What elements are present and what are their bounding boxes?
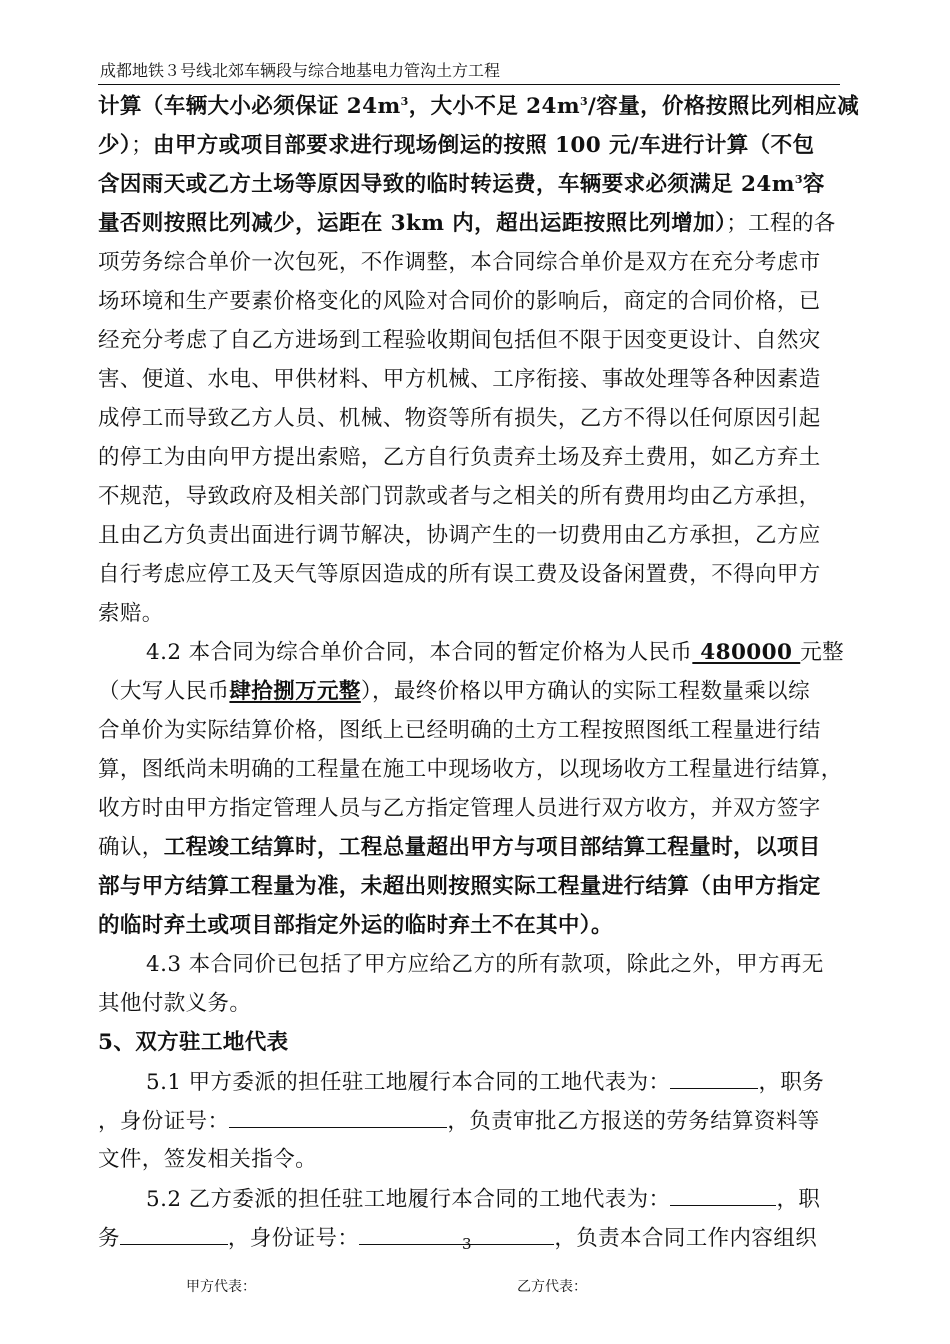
body-line: 自行考虑应停工及天气等原因造成的所有误工费及设备闲置费，不得向甲方: [98, 562, 821, 587]
text-run: 含因雨天或乙方土场等原因导致的临时转运费，车辆要求必须满足 24m: [98, 172, 795, 197]
party-b-rep-name-blank[interactable]: [670, 1184, 776, 1206]
text-run: 工程的各: [748, 211, 836, 236]
superscript: 3: [579, 94, 589, 108]
body-line: 成停工而导致乙方人员、机械、物资等所有损失，乙方不得以任何原因引起: [98, 406, 821, 431]
body-line: 且由乙方负责出面进行调节解决，协调产生的一切费用由乙方承担，乙方应: [98, 523, 821, 548]
body-line: 部与甲方结算工程量为准，未超出则按照实际工程量进行结算（由甲方指定: [98, 874, 821, 899]
text-run: 量否则按照比列减少，运距在 3km 内，超出运距按照比列增加）: [98, 211, 727, 236]
clause-5-2-line: [146, 1184, 843, 1214]
superscript: 3: [400, 94, 409, 108]
text-run: 容: [802, 172, 825, 197]
body-line: 文件，签发相关指令。: [98, 1147, 318, 1172]
text-run: 5.1 甲方委派的担任驻工地履行本合同的工地代表为：: [146, 1070, 671, 1095]
header-divider: [98, 84, 840, 85]
body-line: [98, 677, 843, 707]
contract-amount: 480000: [692, 640, 801, 665]
text-run: （大写人民币: [98, 679, 230, 704]
text-run: ，身份证号：: [98, 1109, 230, 1134]
body-line: 合单价为实际结算价格，图纸上已经明确的土方工程按照图纸工程量进行结: [98, 718, 821, 743]
text-run: 元整: [800, 640, 845, 665]
clause-4-2-line: [146, 638, 843, 668]
text-run: ，负责本合同工作内容组织: [554, 1226, 818, 1251]
text-run: 务: [98, 1226, 120, 1251]
body-line: 害、便道、水电、甲供材料、甲方机械、工序衔接、事故处理等各种因素造: [98, 367, 821, 392]
body-line: [98, 92, 860, 122]
body-line: [98, 833, 843, 863]
body-line: 其他付款义务。: [98, 991, 252, 1016]
page-number: 3: [462, 1235, 472, 1253]
body-line: 收方时由甲方指定管理人员与乙方指定管理人员进行双方收方，并双方签字: [98, 796, 821, 821]
body-line: 索赔。: [98, 601, 164, 626]
text-run: ；: [131, 133, 153, 158]
text-run: ），最终价格以甲方确认的实际工程数量乘以综: [360, 679, 810, 704]
text-run: 少）: [98, 133, 132, 158]
body-line: 的停工为由向甲方提出索赔，乙方自行负责弃土场及弃土费用，如乙方弃土: [98, 445, 821, 470]
body-line: 算，图纸尚未明确的工程量在施工中现场收方，以现场收方工程量进行结算，: [98, 757, 843, 782]
body-line: 项劳务综合单价一次包死，不作调整，本合同综合单价是双方在充分考虑市: [98, 250, 821, 275]
text-run: 工程竣工结算时，工程总量超出甲方与项目部结算工程量时，以项目: [163, 835, 821, 860]
superscript: 3: [794, 172, 803, 186]
party-b-signature-label: 乙方代表：: [517, 1279, 587, 1295]
text-run: 由甲方或项目部要求进行现场倒运的按照 100 元/车进行计算（不包: [152, 133, 815, 158]
text-run: ，负责审批乙方报送的劳务结算资料等: [447, 1109, 820, 1134]
body-line: [98, 1106, 843, 1136]
body-line: 经充分考虑了自乙方进场到工程验收期间包括但不限于因变更设计、自然灾: [98, 328, 821, 353]
body-line: 不规范，导致政府及相关部门罚款或者与之相关的所有费用均由乙方承担，: [98, 484, 821, 509]
contract-amount-words: 肆拾捌万元整: [229, 679, 361, 704]
party-b-id-number-blank[interactable]: [359, 1223, 554, 1245]
clause-5-1-line: [146, 1067, 843, 1097]
party-a-id-number-blank[interactable]: [229, 1106, 447, 1128]
text-run: ；: [726, 211, 749, 236]
body-line: 场环境和生产要素价格变化的风险对合同价的影响后，商定的合同价格，已: [98, 289, 821, 314]
section-heading: 5、双方驻工地代表: [98, 1030, 289, 1055]
text-run: /容量，价格按照比列相应减: [588, 94, 860, 119]
party-a-signature-label: 甲方代表：: [186, 1279, 256, 1295]
body-line: 的临时弃土或项目部指定外运的临时弃土不在其中）。: [98, 913, 613, 938]
text-run: ，职务: [758, 1070, 825, 1095]
clause-4-3-line: 4.3 本合同价已包括了甲方应给乙方的所有款项，除此之外，甲方再无: [146, 952, 824, 977]
text-run: ，身份证号：: [227, 1226, 360, 1251]
running-header: 成都地铁３号线北郊车辆段与综合地基电力管沟土方工程: [100, 61, 501, 80]
body-line: [98, 170, 843, 200]
party-a-rep-name-blank[interactable]: [670, 1067, 758, 1089]
text-run: ，职: [776, 1187, 821, 1212]
body-line: [98, 209, 843, 239]
text-run: ，大小不足 24m: [408, 94, 580, 119]
text-run: 计算（车辆大小必须保证 24m: [98, 94, 401, 119]
text-run: 确认，: [98, 835, 164, 860]
text-run: 5.2 乙方委派的担任驻工地履行本合同的工地代表为：: [146, 1187, 671, 1212]
party-b-position-blank[interactable]: [120, 1223, 228, 1245]
body-line: [98, 131, 843, 161]
text-run: 4.2 本合同为综合单价合同，本合同的暂定价格为人民币: [146, 640, 693, 665]
